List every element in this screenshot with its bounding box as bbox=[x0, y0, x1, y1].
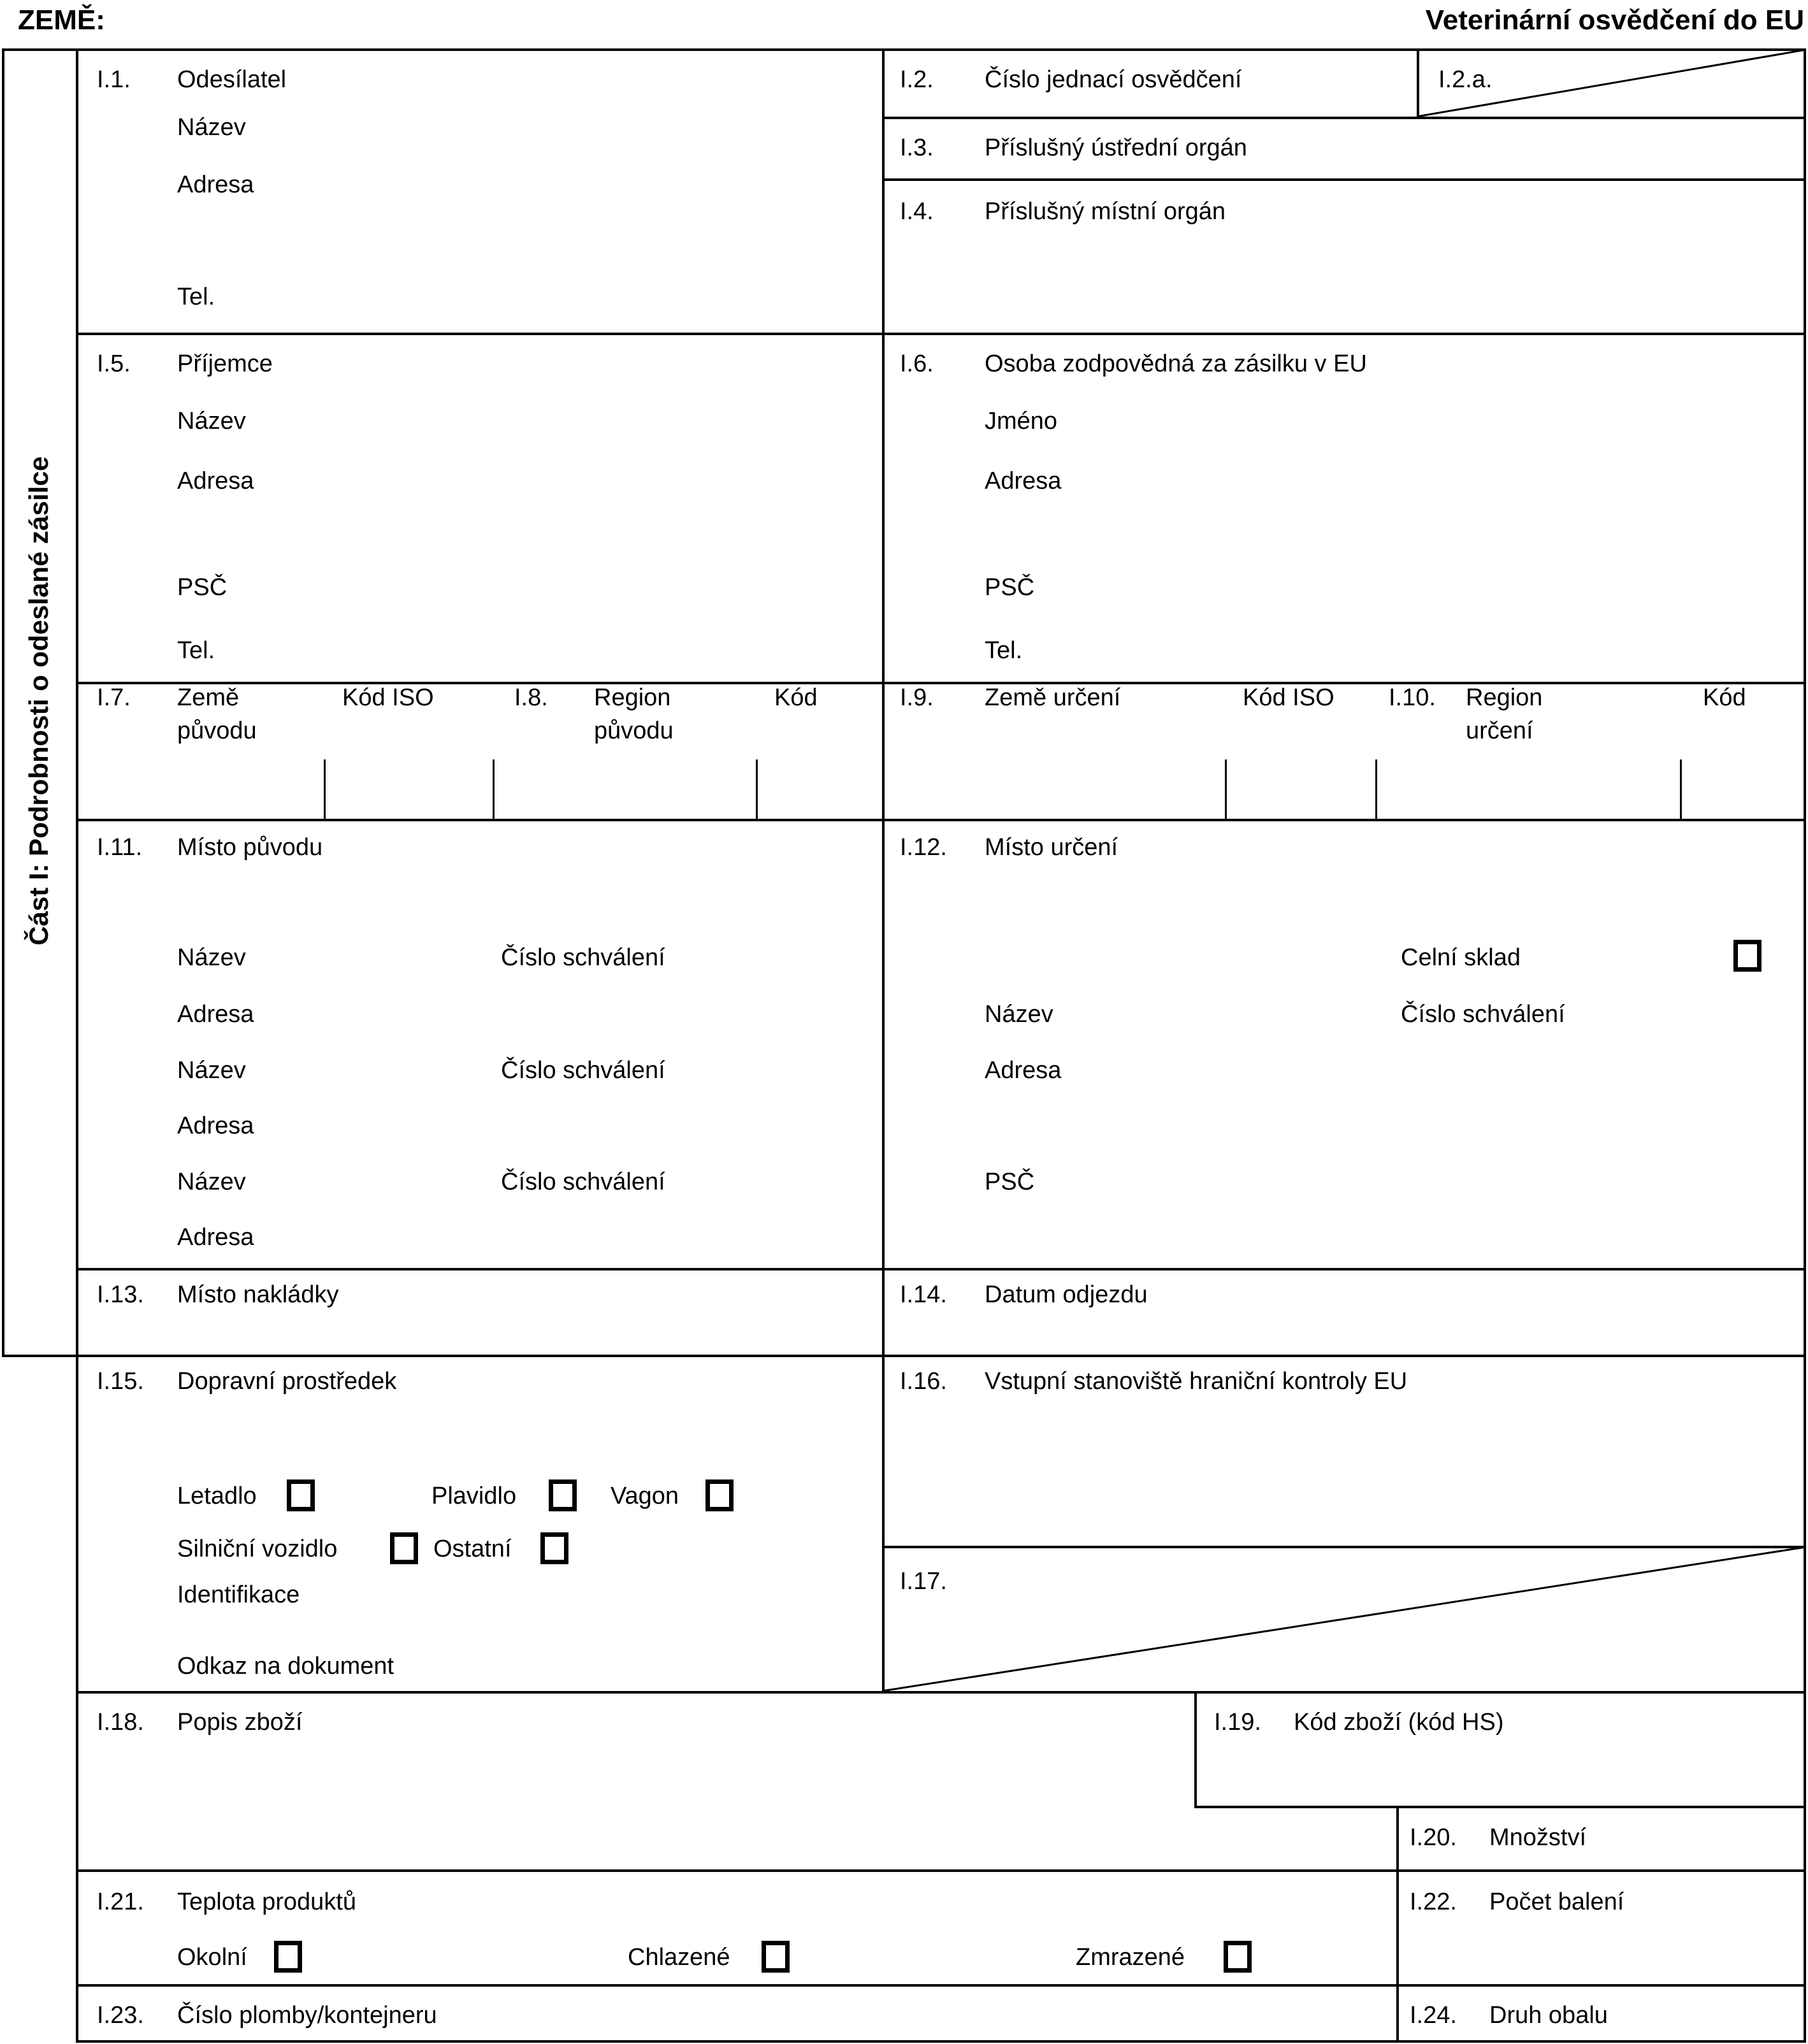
wagon-checkbox[interactable] bbox=[705, 1479, 734, 1511]
field-label-i18: Popis zboží bbox=[177, 1709, 303, 1736]
row-divider-i7 bbox=[76, 819, 1806, 821]
field-number-i20: I.20. bbox=[1410, 1824, 1457, 1851]
field-label-i7-line1: Země bbox=[177, 684, 240, 711]
field-label-i3: Příslušný ústřední orgán bbox=[985, 134, 1247, 161]
ambient-checkbox[interactable] bbox=[274, 1941, 302, 1973]
i21-chilled-label: Chlazené bbox=[628, 1944, 730, 1971]
i11-address-label-3: Adresa bbox=[177, 1224, 254, 1251]
i12-zip-label: PSČ bbox=[985, 1169, 1035, 1195]
i15-road-vehicle-label: Silniční vozidlo bbox=[177, 1536, 338, 1562]
field-label-i12: Místo určení bbox=[985, 834, 1118, 861]
field-number-i5: I.5. bbox=[97, 350, 131, 377]
field-number-i16: I.16. bbox=[900, 1368, 947, 1395]
table-bottom-border bbox=[76, 2040, 1806, 2043]
field-number-i15: I.15. bbox=[97, 1368, 144, 1395]
i11-name-label-1: Název bbox=[177, 944, 246, 971]
row-divider-i21 bbox=[76, 1984, 1806, 1987]
row-divider-i1 bbox=[76, 333, 1806, 335]
field-label-i24: Druh obalu bbox=[1489, 2002, 1608, 2029]
i21-ambient-label: Okolní bbox=[177, 1944, 247, 1971]
row-divider-i11 bbox=[76, 1268, 1806, 1270]
field-label-i13: Místo nakládky bbox=[177, 1281, 339, 1308]
field-label-i7-line2: původu bbox=[177, 717, 257, 744]
field-label-i20: Množství bbox=[1489, 1824, 1587, 1851]
part1-sidebar-label: Část I: Podrobnosti o odeslané zásilce bbox=[24, 456, 54, 946]
i15-ship-label: Plavidlo bbox=[431, 1483, 517, 1509]
field-label-i10-line1: Region bbox=[1466, 684, 1543, 711]
customs-warehouse-checkbox[interactable] bbox=[1733, 940, 1761, 972]
i5-zip-label: PSČ bbox=[177, 574, 228, 601]
i5-tel-label: Tel. bbox=[177, 637, 215, 664]
i6-tel-label: Tel. bbox=[985, 637, 1023, 664]
i21-frozen-label: Zmrazené bbox=[1076, 1944, 1185, 1971]
i15-wagon-label: Vagon bbox=[611, 1483, 679, 1509]
field-number-i4: I.4. bbox=[900, 198, 934, 225]
i11-address-label-1: Adresa bbox=[177, 1001, 254, 1028]
right-subcolumn-border bbox=[1396, 1806, 1399, 2043]
field-label-i1: Odesílatel bbox=[177, 66, 287, 93]
field-number-i22: I.22. bbox=[1410, 1889, 1457, 1915]
i15-other-label: Ostatní bbox=[433, 1536, 512, 1562]
field-label-i8-line1: Region bbox=[594, 684, 671, 711]
row-divider-i18 bbox=[76, 1869, 1806, 1872]
field-label-i9: Země určení bbox=[985, 684, 1121, 711]
other-transport-checkbox[interactable] bbox=[540, 1532, 568, 1564]
field-label-i4: Příslušný místní orgán bbox=[985, 198, 1226, 225]
plane-checkbox[interactable] bbox=[287, 1479, 315, 1511]
table-right-border bbox=[1804, 48, 1806, 2043]
row-divider-i19 bbox=[1194, 1806, 1806, 1808]
i12-name-label: Název bbox=[985, 1001, 1053, 1028]
i11-name-label-2: Název bbox=[177, 1057, 246, 1084]
i11-approval-label-2: Číslo schválení bbox=[501, 1057, 665, 1084]
field-label-i19: Kód zboží (kód HS) bbox=[1294, 1709, 1504, 1736]
center-column-divider bbox=[882, 48, 885, 1694]
i1-name-label: Název bbox=[177, 114, 246, 141]
row-divider-i13 bbox=[2, 1355, 1806, 1357]
sidebar-right-border bbox=[76, 48, 78, 2043]
i17-diagonal-strike bbox=[882, 1547, 1806, 1691]
field-label-i2: Číslo jednací osvědčení bbox=[985, 66, 1242, 93]
i10-code-label: Kód bbox=[1703, 684, 1746, 711]
field-number-i12: I.12. bbox=[900, 834, 947, 861]
i15-identification-label: Identifikace bbox=[177, 1581, 300, 1608]
entry-tick bbox=[493, 759, 495, 819]
i6-address-label: Adresa bbox=[985, 468, 1062, 494]
field-label-i16: Vstupní stanoviště hraniční kontroly EU bbox=[985, 1368, 1408, 1395]
field-number-i2: I.2. bbox=[900, 66, 934, 93]
row-divider-i2 bbox=[882, 117, 1806, 119]
i8-code-label: Kód bbox=[774, 684, 818, 711]
country-label: ZEMĚ: bbox=[18, 4, 105, 36]
field-number-i3: I.3. bbox=[900, 134, 934, 161]
i12-address-label: Adresa bbox=[985, 1057, 1062, 1084]
field-number-i2a: I.2.a. bbox=[1438, 66, 1493, 93]
table-left-border bbox=[2, 48, 4, 1357]
entry-tick bbox=[1375, 759, 1377, 819]
field-label-i10-line2: určení bbox=[1466, 717, 1533, 744]
field-number-i11: I.11. bbox=[97, 834, 143, 861]
field-number-i6: I.6. bbox=[900, 350, 934, 377]
road-vehicle-checkbox[interactable] bbox=[390, 1532, 418, 1564]
field-number-i9: I.9. bbox=[900, 684, 934, 711]
i1-address-label: Adresa bbox=[177, 171, 254, 198]
frozen-checkbox[interactable] bbox=[1224, 1941, 1252, 1973]
i11-name-label-3: Název bbox=[177, 1169, 246, 1195]
i7-iso-code-label: Kód ISO bbox=[342, 684, 434, 711]
field-number-i8: I.8. bbox=[514, 684, 548, 711]
row-divider-i15 bbox=[76, 1691, 1806, 1694]
entry-tick bbox=[756, 759, 758, 819]
field-number-i13: I.13. bbox=[97, 1281, 144, 1308]
field-number-i18: I.18. bbox=[97, 1709, 144, 1736]
field-label-i15: Dopravní prostředek bbox=[177, 1368, 397, 1395]
field-number-i1: I.1. bbox=[97, 66, 131, 93]
i6-name-label: Jméno bbox=[985, 408, 1058, 435]
entry-tick bbox=[1680, 759, 1682, 819]
field-number-i21: I.21. bbox=[97, 1889, 144, 1915]
field-label-i8-line2: původu bbox=[594, 717, 674, 744]
form-title: Veterinární osvědčení do EU bbox=[1425, 4, 1804, 36]
field-label-i6: Osoba zodpovědná za zásilku v EU bbox=[985, 350, 1367, 377]
i15-doc-ref-label: Odkaz na dokument bbox=[177, 1653, 394, 1680]
i9-iso-code-label: Kód ISO bbox=[1243, 684, 1334, 711]
i12-customs-warehouse-label: Celní sklad bbox=[1401, 944, 1521, 971]
field-number-i10: I.10. bbox=[1389, 684, 1436, 711]
field-label-i5: Příjemce bbox=[177, 350, 273, 377]
field-number-i24: I.24. bbox=[1410, 2002, 1457, 2029]
field-label-i22: Počet balení bbox=[1489, 1889, 1624, 1915]
field-label-i14: Datum odjezdu bbox=[985, 1281, 1148, 1308]
i5-name-label: Název bbox=[177, 408, 246, 435]
chilled-checkbox[interactable] bbox=[762, 1941, 790, 1973]
i11-approval-label-1: Číslo schválení bbox=[501, 944, 665, 971]
field-number-i14: I.14. bbox=[900, 1281, 947, 1308]
entry-tick bbox=[324, 759, 326, 819]
i12-approval-label: Číslo schválení bbox=[1401, 1001, 1565, 1028]
field-label-i11: Místo původu bbox=[177, 834, 323, 861]
field-label-i21: Teplota produktů bbox=[177, 1889, 356, 1915]
field-label-i23: Číslo plomby/kontejneru bbox=[177, 2002, 437, 2029]
field-number-i19: I.19. bbox=[1214, 1709, 1261, 1736]
ship-checkbox[interactable] bbox=[549, 1479, 577, 1511]
row-divider-i5 bbox=[76, 682, 1806, 684]
i5-address-label: Adresa bbox=[177, 468, 254, 494]
i19-left-border bbox=[1194, 1691, 1197, 1808]
field-number-i7: I.7. bbox=[97, 684, 131, 711]
row-divider-i3 bbox=[882, 178, 1806, 181]
i1-tel-label: Tel. bbox=[177, 284, 215, 310]
field-number-i17: I.17. bbox=[900, 1568, 947, 1595]
i15-plane-label: Letadlo bbox=[177, 1483, 257, 1509]
i11-approval-label-3: Číslo schválení bbox=[501, 1169, 665, 1195]
field-number-i23: I.23. bbox=[97, 2002, 144, 2029]
entry-tick bbox=[1225, 759, 1227, 819]
i11-address-label-2: Adresa bbox=[177, 1112, 254, 1139]
i6-zip-label: PSČ bbox=[985, 574, 1035, 601]
